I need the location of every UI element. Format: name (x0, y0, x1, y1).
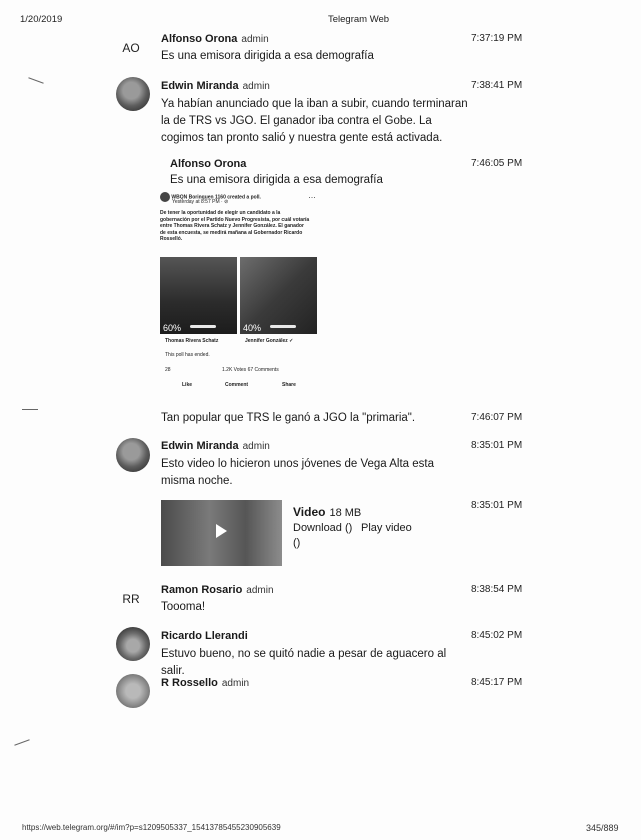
footer-url: https://web.telegram.org/#/im?p=s1209505337_15413785455230905639 (22, 823, 281, 832)
message-time: 8:45:17 PM (471, 677, 523, 688)
message-time: 8:45:02 PM (471, 630, 523, 641)
page-logo-icon (160, 192, 170, 202)
sender-name[interactable]: Ramon Rosario admin (161, 584, 274, 596)
app-title: Telegram Web (328, 14, 390, 25)
candidate-photo-right (240, 257, 317, 334)
scan-mark (22, 409, 38, 410)
avatar[interactable] (116, 77, 150, 111)
forwarded-text: Es una emisora dirigida a esa demografía (170, 174, 383, 186)
poll-stats: 1.2K Votes 67 Comments (222, 367, 279, 373)
avatar-initials: AO (122, 41, 140, 55)
fb-page-name: WBQN Borinquen 1160 created a poll. (171, 194, 261, 201)
page-number: 345/889 (586, 823, 619, 833)
forwarded-sender[interactable]: Alfonso Orona (170, 158, 247, 170)
candidate-name-left: Thomas Rivera Schatz (165, 338, 219, 344)
poll-percent-left: 60% (163, 322, 182, 333)
more-options-icon: … (308, 191, 316, 200)
play-icon[interactable] (216, 524, 227, 538)
message-time: 8:35:01 PM (471, 440, 523, 451)
sender-name[interactable]: Alfonso Orona admin (161, 33, 269, 45)
reaction-count: 28 (165, 367, 171, 373)
poll-percent-right: 40% (243, 322, 262, 333)
message-time: 7:37:19 PM (471, 33, 523, 44)
share-button: Share (282, 382, 296, 388)
scan-mark (14, 739, 29, 745)
avatar[interactable] (116, 438, 150, 472)
sender-name[interactable]: Edwin Miranda admin (161, 80, 270, 92)
video-label: Video 18 MB (293, 505, 362, 519)
print-date: 1/20/2019 (20, 14, 63, 25)
message-text: Estuvo bueno, no se quitó nadie a pesar de aguacero al salir. (161, 648, 447, 677)
sender-name[interactable]: Ricardo Llerandi (161, 630, 248, 642)
comment-button: Comment (225, 382, 249, 388)
poll-bar-right (270, 325, 296, 328)
download-link[interactable]: Download () (293, 522, 353, 534)
avatar[interactable] (116, 627, 150, 661)
fb-post-body: De tener la oportunidad de elegir un candidato a la gobernación por el Partido Nuevo Progresista, por cuál votaría entre Thomas Rivera Schatz y Jennifer González. El ganador de esta encuesta, se medirá mañana al Gobernador Ricardo Rosselló. (160, 210, 310, 242)
poll-bar-left (190, 325, 216, 328)
message-time: 7:46:07 PM (471, 412, 523, 423)
fb-post-date: Yesterday at 8:57 PM · ⊘ (172, 199, 229, 205)
avatar[interactable] (116, 674, 150, 708)
poll-ended: This poll has ended. (165, 352, 210, 358)
message-time: 7:38:41 PM (471, 80, 523, 91)
message-text: Es una emisora dirigida a esa demografía (161, 50, 374, 62)
video-extra: () (293, 537, 301, 549)
play-video-link[interactable]: Play video (361, 522, 412, 534)
message-text: Ya habían anunciado que la iban a subir, cuando terminaran la de TRS vs JGO. El ganador iba contra el Gobe. La cogimos tan pronto salió y nuestra gente está activada. (161, 98, 468, 144)
video-thumbnail[interactable] (161, 500, 282, 566)
message-text: Tan popular que TRS le ganó a JGO la "primaria". (161, 412, 416, 424)
sender-name[interactable]: R Rossello admin (161, 677, 250, 689)
candidate-name-right: Jennifer González ✓ (245, 338, 294, 344)
facebook-poll-image[interactable] (160, 192, 320, 402)
candidate-photo-left (160, 257, 237, 334)
like-button: Like (182, 382, 193, 388)
scan-mark (28, 77, 43, 83)
message-time: 7:46:05 PM (471, 158, 523, 169)
message-text: Esto video lo hicieron unos jóvenes de Vega Alta esta misma noche. (161, 458, 434, 487)
message-time: 8:35:01 PM (471, 500, 523, 511)
avatar-initials: RR (122, 592, 140, 606)
sender-name[interactable]: Edwin Miranda admin (161, 440, 270, 452)
message-time: 8:38:54 PM (471, 584, 523, 595)
message-text: Toooma! (161, 601, 206, 613)
